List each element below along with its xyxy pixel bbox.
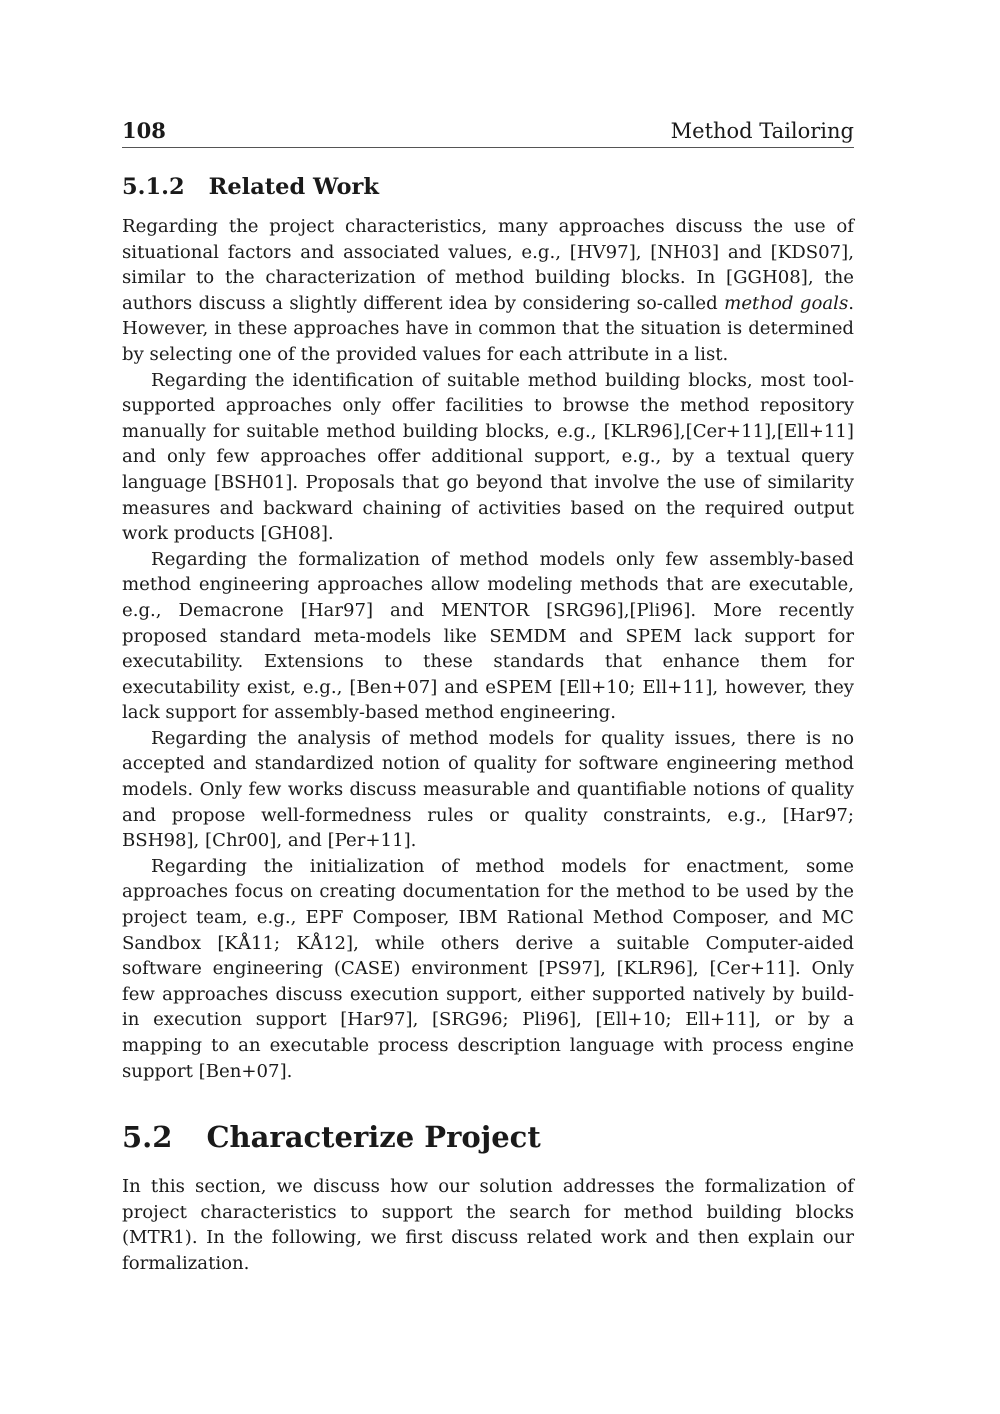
- paragraph-formalization: Regarding the formalization of method models only few assembly-based method engineering approaches allow modeling methods that are executable, e.g., Demacrone [Har97] and MENTOR [SRG96],[Pli96]. More recently proposed standard meta-models like SEMDM and SPEM lack support for executability. Extensions to these standards that enhance them for executability exist, e.g., [Ben+07] and eSPEM [Ell+10; Ell+11], however, they lack support for assembly-based method engineering.: [122, 548, 854, 724]
- section-number: 5.2: [122, 1120, 173, 1155]
- running-header: [122, 118, 854, 148]
- page-number: 108: [122, 118, 166, 143]
- subsection-heading: [122, 174, 854, 200]
- subsection-title: Related Work: [208, 174, 379, 200]
- emphasized-term: method goals: [724, 292, 849, 314]
- section-heading: [122, 1120, 854, 1154]
- section-title: Characterize Project: [206, 1120, 541, 1155]
- paragraph-text: . However, in these approaches have in common that the situation is determined by selecting one of the provided values for each attribute in a list.: [122, 292, 854, 365]
- paragraph-text: Regarding the project characteristics, many approaches discuss the use of situational factors and associated values, e.g., [HV97], [NH03] and [KDS07], similar to the characterization of method building blocks. In [GGH08], the authors discuss a slightly different idea by considering so-called: [122, 216, 854, 314]
- subsection-number: 5.1.2: [122, 174, 185, 200]
- paragraph-section-intro: In this section, we discuss how our solution addresses the formalization of project characteristics to support the search for method building blocks (MTR1). In the following, we first discuss related work and then explain our formalization.: [122, 1176, 854, 1274]
- paragraph-initialization: Regarding the initialization of method models for enactment, some approaches focus on creating documentation for the method to be used by the project team, e.g., EPF Composer, IBM Rational Method Composer, and MC Sandbox [KÅ11; KÅ12], while others derive a suitable Computer-aided software engineering (CASE) environment [PS97], [KLR96], [Cer+11]. Only few approaches discuss execution support, either supported natively by build-in execution support [Har97], [SRG96; Pli96], [Ell+10; Ell+11], or by a mapping to an executable process description language with process engine support [Ben+07].: [122, 855, 854, 1082]
- paragraph-identification: Regarding the identification of suitable method building blocks, most tool-supported approaches only offer facilities to browse the method repository manually for suitable method building blocks, e.g., [KLR96],[Cer+11],[Ell+11] and only few approaches offer additional support, e.g., by a textual query language [BSH01]. Proposals that go beyond that involve the use of similarity measures and backward chaining of activities based on the required output work products [GH08].: [122, 369, 854, 545]
- chapter-title: Method Tailoring: [670, 119, 854, 143]
- page-content: [122, 118, 854, 1277]
- paragraph-quality-analysis: Regarding the analysis of method models for quality issues, there is no accepted and standardized notion of quality for software engineering method models. Only few works discuss measurable and quantifiable notions of quality and propose well-formedness rules or quality constraints, e.g., [Har97; BSH98], [Chr00], and [Per+11].: [122, 727, 854, 852]
- paragraph-situational-factors: [122, 214, 854, 368]
